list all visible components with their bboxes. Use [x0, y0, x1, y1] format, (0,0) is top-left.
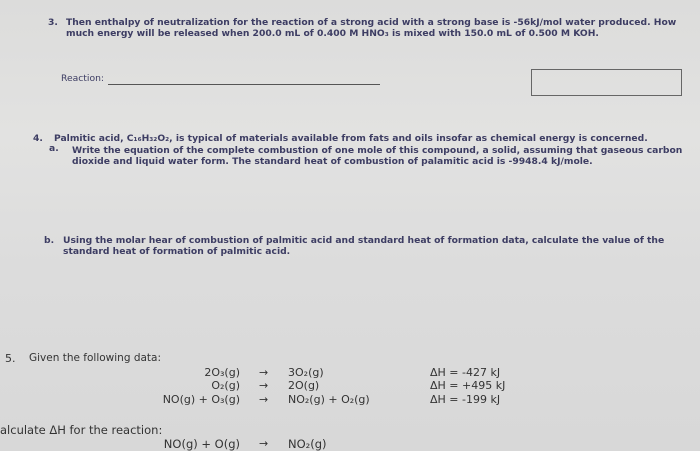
q5-calc-label: alculate ΔH for the reaction: — [0, 423, 163, 437]
rxn3-arrow: → — [259, 393, 269, 406]
rxn3-left: NO(g) + O₃(g) — [162, 393, 240, 406]
q4-number: 4. — [33, 133, 43, 144]
target-rxn-right: NO₂(g) — [288, 437, 327, 451]
rxn1-arrow: → — [259, 366, 269, 379]
q3-text-line2: much energy will be released when 200.0 mL of 0.400 M HNO₃ is mixed with 150.0 mL of 0.500 M KOH. — [66, 28, 599, 39]
rxn2-dh: ΔH = +495 kJ — [430, 379, 506, 392]
q4b-line2: standard heat of formation of palmitic acid. — [63, 246, 291, 257]
rxn1-right: 3O₂(g) — [288, 366, 324, 379]
q4-intro: Palmitic acid, C₁₆H₃₂O₂, is typical of materials available from fats and oils insofar as chemical energy is concerned. — [54, 133, 648, 144]
rxn1-left: 2O₃(g) — [204, 366, 240, 379]
q4b-letter: b. — [44, 235, 55, 246]
q4a-line2: dioxide and liquid water form. The standard heat of combustion of palamitic acid is -9948.4 kJ/mole. — [72, 156, 593, 167]
q3-answer-line — [108, 84, 380, 85]
target-rxn-arrow: → — [259, 437, 269, 450]
q5-number: 5. — [5, 352, 16, 365]
q3-number: 3. — [48, 17, 58, 28]
rxn2-arrow: → — [259, 379, 269, 392]
target-rxn-left: NO(g) + O(g) — [163, 437, 240, 451]
q4a-letter: a. — [49, 143, 59, 154]
q4a-line1: Write the equation of the complete combustion of one mole of this compound, a solid, assuming that gaseous carbon — [72, 145, 683, 156]
q5-intro: Given the following data: — [29, 352, 162, 364]
rxn3-right: NO₂(g) + O₂(g) — [288, 393, 370, 406]
q3-text-line1: Then enthalpy of neutralization for the reaction of a strong acid with a strong base is -56kJ/mol water produced. How — [66, 17, 677, 28]
rxn1-dh: ΔH = -427 kJ — [430, 366, 501, 379]
rxn3-dh: ΔH = -199 kJ — [430, 393, 501, 406]
q4b-line1: Using the molar hear of combustion of palmitic acid and standard heat of formation data, calculate the value of the — [63, 235, 665, 246]
q3-reaction-label: Reaction: — [61, 73, 104, 84]
rxn2-right: 2O(g) — [288, 379, 320, 392]
rxn2-left: O₂(g) — [211, 379, 240, 392]
q3-answer-box[interactable] — [531, 69, 682, 96]
